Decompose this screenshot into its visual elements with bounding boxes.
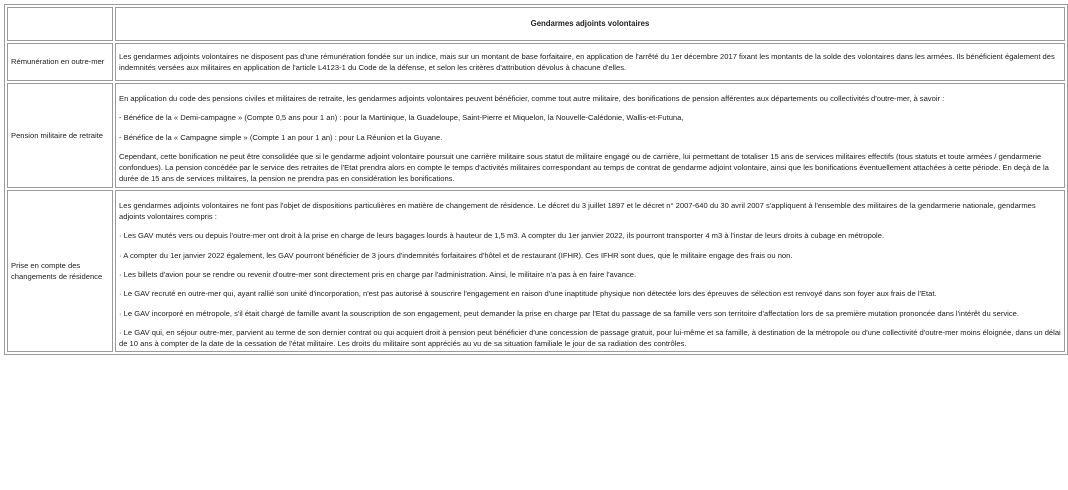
row-label-residence: Prise en compte des changements de résidence — [7, 190, 113, 353]
paragraph: Cependant, cette bonification ne peut être consolidée que si le gendarme adjoint volontaire poursuit une carrière militaire sous statut de militaire engagé ou de carrière, lui permettant de totaliser 15 ans de services militaires effectifs (tous statuts et toute armées / gendarmerie confondues). La pension concédée par le service des retraites de l'Etat prendra alors en compte le temps d'activités militaires correspondant au temps de contrat de gendarme adjoint volontaire, ainsi que les bonifications éventuellement attachées à cette période. En deçà de la durée de 15 ans de services militaires, la pension ne prendra pas en considération les bonifications. — [119, 151, 1049, 184]
row-content-remuneration — [115, 43, 1065, 81]
row-label-remuneration: Rémunération en outre-mer — [7, 43, 113, 81]
paragraph: - Bénéfice de la « Demi-campagne » (Compte 0,5 ans pour 1 an) : pour la Martinique, la Guadeloupe, Saint-Pierre et Miquelon, la Nouvelle-Calédonie, Wallis-et-Futuna, — [119, 113, 684, 123]
row-content-residence — [115, 190, 1065, 353]
row-content-pension — [115, 83, 1065, 188]
table-row-remuneration — [7, 43, 1065, 81]
comparison-table — [4, 4, 1068, 355]
document-wrapper — [4, 4, 1064, 355]
list-item: · Les GAV mutés vers ou depuis l'outre-mer ont droit à la prise en charge de leurs bagages lourds à hauteur de 1,5 m3. A compter du 1er janvier 2022, ils pourront transporter 4 m3 à l'instar de leurs droits à cubage en métropole. — [119, 231, 885, 241]
row-label-pension: Pension militaire de retraite — [7, 83, 113, 188]
header-corner-cell — [7, 7, 113, 41]
table-row-pension — [7, 83, 1065, 188]
list-item: · A compter du 1er janvier 2022 également, les GAV pourront bénéficier de 3 jours d'indemnités forfaitaires d'hôtel et de restaurant (IFHR). Ces IFHR sont dues, que le militaire engage des frais ou non. — [119, 250, 793, 260]
paragraph: Les gendarmes adjoints volontaires ne font pas l'objet de dispositions particulières en matière de changement de résidence. Le décret du 3 juillet 1897 et le décret n° 2007-640 du 30 avril 2007 s'appliquent à l'ensemble des militaires de la gendarmerie nationale, gendarmes adjoints volontaires compris : — [119, 200, 1036, 222]
list-item: · Le GAV recruté en outre-mer qui, ayant rallié son unité d'incorporation, n'est pas autorisé à souscrire l'engagement en raison d'une inaptitude physique non détectée lors des épreuves de sélection est renvoyé dans son foyer aux frais de l'Etat. — [119, 289, 937, 299]
paragraph: En application du code des pensions civiles et militaires de retraite, les gendarmes adjoints volontaires peuvent bénéficier, comme tout autre militaire, des bonifications de pension afférentes aux départements ou collectivités d'outre-mer, à savoir : — [119, 94, 945, 103]
table-row-residence — [7, 190, 1065, 353]
paragraph: - Bénéfice de la « Campagne simple » (Compte 1 an pour 1 an) : pour La Réunion et la Guyane. — [119, 132, 443, 142]
list-item: · Les billets d'avion pour se rendre ou revenir d'outre-mer sont directement pris en charge par l'administration. Ainsi, le militaire n'a pas à en faire l'avance. — [119, 269, 637, 279]
list-item: · Le GAV incorporé en métropole, s'il était chargé de famille avant la souscription de son engagement, peut demander la prise en charge par l'Etat du passage de sa famille vers son territoire d'affectation lors de sa première mutation prononcée dans l'intérêt du service. — [119, 308, 1019, 318]
table-header-row — [7, 7, 1065, 41]
list-item: · Le GAV qui, en séjour outre-mer, parvient au terme de son dernier contrat ou qui acquiert droit à pension peut bénéficier d'une concession de passage gratuit, pour lui-même et sa famille, à destination de la métropole ou d'une collectivité d'outre-mer moins éloignée, dans un délai de 10 ans à compter de la date de la cessation de l'état militaire. Les droits du militaire sont appréciés au vu de sa situation familiale le jour de sa radiation des contrôles. — [119, 327, 1061, 349]
column-title: Gendarmes adjoints volontaires — [115, 7, 1065, 41]
paragraph: Les gendarmes adjoints volontaires ne disposent pas d'une rémunération fondée sur un indice, mais sur un montant de base forfaitaire, en application de l'arrêté du 1er décembre 2017 fixant les montants de la solde des volontaires dans les armées. Ils bénéficient également des indemnités versées aux militaires en application de l'article L4123-1 du Code de la défense, et selon les critères d'attribution dévolus à chacune d'elles. — [119, 51, 1055, 72]
